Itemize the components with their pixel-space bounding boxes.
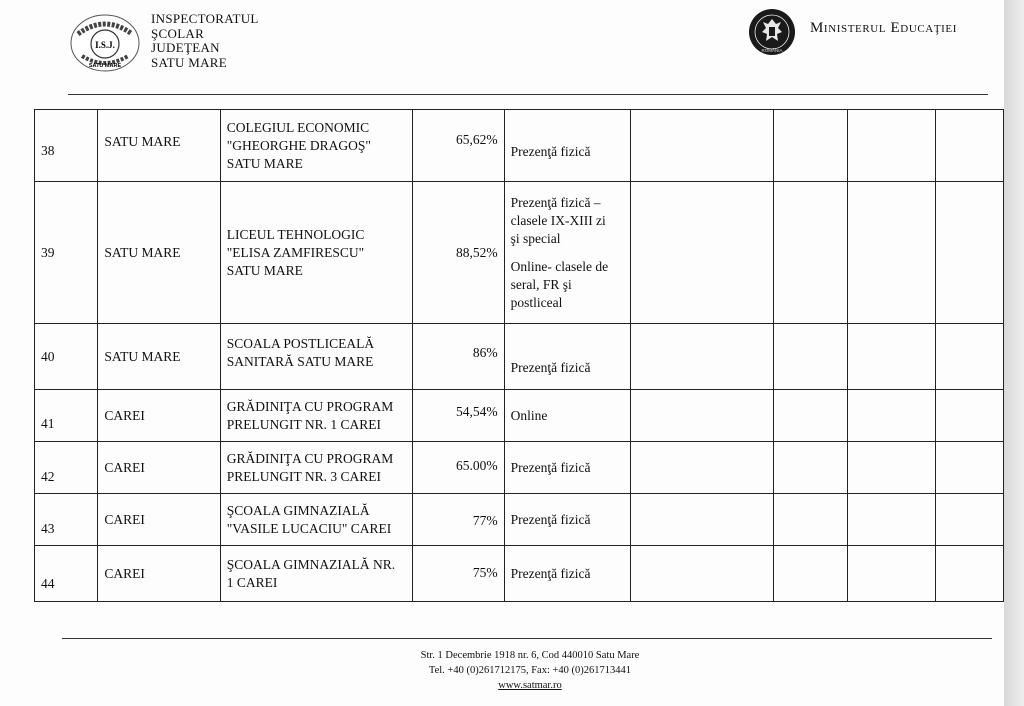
school-name-line: SANITARĂ SATU MARE bbox=[226, 353, 374, 369]
percentage-text: 86% bbox=[472, 344, 498, 360]
mode-line: Online bbox=[510, 407, 548, 423]
row-number bbox=[35, 324, 98, 390]
empty-cell bbox=[847, 494, 936, 546]
percentage bbox=[413, 182, 504, 324]
school-name-line: LICEUL TEHNOLOGIC bbox=[226, 226, 365, 242]
row-number-text: 38 bbox=[41, 142, 55, 158]
row-number-text: 44 bbox=[41, 575, 55, 591]
empty-cell bbox=[631, 324, 774, 390]
table-row bbox=[35, 390, 1004, 442]
percentage bbox=[413, 442, 504, 494]
locality bbox=[98, 182, 220, 324]
school-name-line: "VASILE LUCACIU" CAREI bbox=[226, 520, 392, 536]
row-number-text: 40 bbox=[41, 348, 55, 364]
header-divider bbox=[68, 94, 988, 95]
teaching-mode bbox=[504, 324, 630, 390]
mode-line: şi special bbox=[510, 230, 561, 246]
school-name bbox=[220, 546, 412, 602]
row-number bbox=[35, 442, 98, 494]
empty-cell bbox=[774, 442, 847, 494]
school-name-line: PRELUNGIT NR. 1 CAREI bbox=[226, 416, 382, 432]
mode-line: Prezenţă fizică bbox=[510, 511, 591, 527]
school-name bbox=[220, 324, 412, 390]
locality bbox=[98, 110, 220, 182]
footer-divider bbox=[62, 638, 992, 639]
teaching-mode bbox=[504, 390, 630, 442]
empty-cell bbox=[936, 546, 1004, 602]
school-name bbox=[220, 182, 412, 324]
footer-website-link[interactable]: www.satmar.ro bbox=[498, 680, 562, 691]
mode-line: seral, FR şi bbox=[510, 276, 572, 292]
locality-text: CAREI bbox=[104, 565, 145, 581]
locality bbox=[98, 324, 220, 390]
locality bbox=[98, 390, 220, 442]
school-name-line: ŞCOALA GIMNAZIALĂ bbox=[226, 502, 370, 518]
locality bbox=[98, 442, 220, 494]
percentage bbox=[413, 324, 504, 390]
empty-cell bbox=[936, 442, 1004, 494]
isj-line: JUDEŢEAN bbox=[151, 40, 220, 55]
row-number-text: 41 bbox=[41, 415, 55, 431]
empty-cell bbox=[936, 324, 1004, 390]
school-name bbox=[220, 390, 412, 442]
school-name-line: GRĂDINIŢA CU PROGRAM bbox=[226, 450, 394, 466]
school-name-line: SATU MARE bbox=[226, 155, 303, 171]
table-row bbox=[35, 494, 1004, 546]
school-name-line: "GHEORGHE DRAGOŞ" bbox=[226, 137, 371, 153]
teaching-mode bbox=[504, 110, 630, 182]
percentage-text: 65.00% bbox=[455, 457, 498, 473]
percentage-text: 65,62% bbox=[455, 131, 498, 147]
school-name bbox=[220, 110, 412, 182]
empty-cell bbox=[774, 546, 847, 602]
empty-cell bbox=[631, 110, 774, 182]
locality bbox=[98, 546, 220, 602]
percentage bbox=[413, 390, 504, 442]
school-name-line: GRĂDINIŢA CU PROGRAM bbox=[226, 398, 394, 414]
row-number bbox=[35, 110, 98, 182]
isj-line: INSPECTORATUL bbox=[151, 11, 259, 26]
empty-cell bbox=[847, 182, 936, 324]
isj-logo-label: I.S.J. bbox=[95, 40, 115, 50]
percentage bbox=[413, 110, 504, 182]
empty-cell bbox=[936, 390, 1004, 442]
table-row bbox=[35, 110, 1004, 182]
locality-text: CAREI bbox=[104, 407, 145, 423]
mode-line: Prezenţă fizică – bbox=[510, 194, 601, 210]
row-number bbox=[35, 546, 98, 602]
isj-line: ŞCOLAR bbox=[151, 25, 205, 41]
locality-text: SATU MARE bbox=[104, 348, 181, 364]
row-number bbox=[35, 390, 98, 442]
locality-text: CAREI bbox=[104, 511, 145, 527]
row-number bbox=[35, 494, 98, 546]
percentage bbox=[413, 494, 504, 546]
table-row bbox=[35, 182, 1004, 324]
row-number-text: 39 bbox=[41, 244, 55, 260]
empty-cell bbox=[847, 390, 936, 442]
empty-cell bbox=[847, 442, 936, 494]
empty-cell bbox=[774, 324, 847, 390]
empty-cell bbox=[631, 442, 774, 494]
school-name bbox=[220, 442, 412, 494]
school-name-line: SATU MARE bbox=[226, 262, 303, 278]
footer-address: Str. 1 Decembrie 1918 nr. 6, Cod 440010 Satu Mare bbox=[420, 650, 640, 661]
empty-cell bbox=[774, 494, 847, 546]
row-number-text: 42 bbox=[41, 468, 55, 484]
mode-line: clasele IX-XIII zi bbox=[510, 212, 606, 228]
percentage-text: 77% bbox=[472, 512, 498, 528]
table-row bbox=[35, 546, 1004, 602]
teaching-mode bbox=[504, 442, 630, 494]
empty-cell bbox=[774, 110, 847, 182]
mode-line: Prezenţă fizică bbox=[510, 459, 591, 475]
school-name-line: 1 CAREI bbox=[226, 574, 278, 590]
isj-logo-subtitle: SATU MARE bbox=[88, 63, 122, 69]
ministry-seal-icon bbox=[748, 8, 796, 56]
mode-line: Prezenţă fizică bbox=[510, 359, 591, 375]
school-name-line: "ELISA ZAMFIRESCU" bbox=[226, 244, 365, 260]
empty-cell bbox=[774, 390, 847, 442]
table-row bbox=[35, 442, 1004, 494]
empty-cell bbox=[847, 546, 936, 602]
locality-text: SATU MARE bbox=[104, 133, 181, 149]
mode-line: Prezenţă fizică bbox=[510, 565, 591, 581]
row-number bbox=[35, 182, 98, 324]
isj-line: SATU MARE bbox=[151, 54, 228, 70]
mode-line: Online- clasele de bbox=[510, 258, 609, 274]
table-row bbox=[35, 324, 1004, 390]
empty-cell bbox=[847, 110, 936, 182]
schools-table bbox=[34, 109, 1004, 602]
locality bbox=[98, 494, 220, 546]
empty-cell bbox=[774, 182, 847, 324]
mode-line: Prezenţă fizică bbox=[510, 143, 591, 159]
teaching-mode bbox=[504, 494, 630, 546]
empty-cell bbox=[936, 182, 1004, 324]
row-number-text: 43 bbox=[41, 520, 55, 536]
mode-line: postliceal bbox=[510, 294, 563, 310]
percentage-text: 75% bbox=[472, 564, 498, 580]
empty-cell bbox=[631, 390, 774, 442]
empty-cell bbox=[936, 110, 1004, 182]
ministry-seal-label: ROMÂNIA bbox=[761, 48, 783, 53]
teaching-mode bbox=[504, 182, 630, 324]
teaching-mode bbox=[504, 546, 630, 602]
school-name-line: SCOALA POSTLICEALĂ bbox=[226, 335, 375, 351]
empty-cell bbox=[631, 494, 774, 546]
school-name-line: ŞCOALA GIMNAZIALĂ NR. bbox=[226, 556, 396, 572]
ministry-name: Ministerul Educaţiei bbox=[810, 20, 958, 36]
school-name-line: PRELUNGIT NR. 3 CAREI bbox=[226, 468, 382, 484]
empty-cell bbox=[631, 182, 774, 324]
percentage-text: 88,52% bbox=[455, 244, 498, 260]
percentage-text: 54,54% bbox=[455, 403, 498, 419]
percentage bbox=[413, 546, 504, 602]
school-name-line: COLEGIUL ECONOMIC bbox=[226, 119, 370, 135]
locality-text: CAREI bbox=[104, 459, 145, 475]
footer-phone: Tel. +40 (0)261712175, Fax: +40 (0)261713441 bbox=[428, 665, 632, 676]
locality-text: SATU MARE bbox=[104, 244, 181, 260]
isj-logo-icon bbox=[68, 12, 142, 74]
empty-cell bbox=[631, 546, 774, 602]
empty-cell bbox=[847, 324, 936, 390]
empty-cell bbox=[936, 494, 1004, 546]
school-name bbox=[220, 494, 412, 546]
isj-name bbox=[151, 12, 259, 70]
page-edge bbox=[1004, 0, 1024, 706]
